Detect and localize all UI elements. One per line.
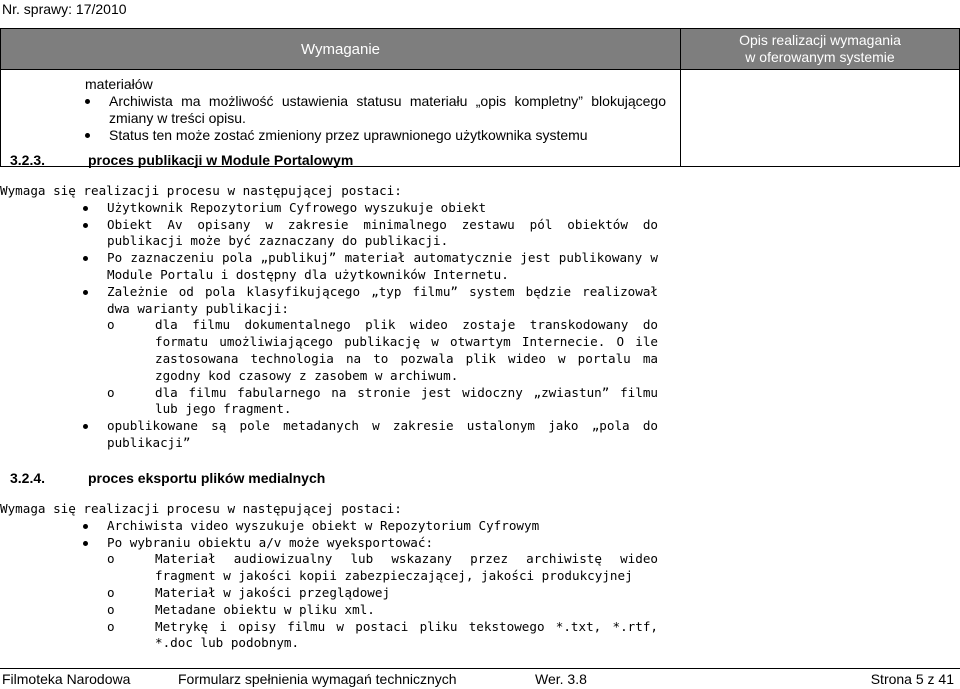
- list-item-text: Po wybraniu obiektu a/v może wyeksportować:: [107, 534, 434, 550]
- table-header-row: [1, 29, 960, 70]
- page-footer: [0, 668, 960, 689]
- sub-list-item: o dla filmu fabularnego na stronie jest widoczny „zwiastun” filmu lub jego fragment.: [155, 385, 658, 419]
- section-number: 3.2.4.: [10, 470, 46, 486]
- list-item: Archiwista video wyszukuje obiekt w Repozytorium Cyfrowym: [107, 518, 658, 535]
- list-item: opublikowane są pole metadanych w zakresie ustalonym jako „pola do publikacji”: [107, 418, 658, 450]
- sub-list-item: o Metadane obiektu w pliku xml.: [155, 602, 658, 619]
- sub-list: [107, 317, 658, 418]
- sub-list-item: o Materiał w jakości przeglądowej: [155, 585, 658, 602]
- bullet-list: [10, 200, 960, 452]
- list-item: Po zaznaczeniu pola „publikuj” materiał automatycznie jest publikowany w Module Portalu i dostępny dla użytkowników Internetu.: [107, 250, 658, 282]
- section-title: proces eksportu plików medialnych: [88, 470, 326, 486]
- column-header-implementation-line1: Opis realizacji wymagania: [739, 32, 901, 48]
- list-item: Archiwista ma możliwość ustawienia statusu materiału „opis kompletny” blokującego zmiany w treści opisu.: [85, 93, 680, 127]
- list-item-text: Zależnie od pola klasyfikującego „typ filmu” system będzie realizował dwa warianty publikacji:: [107, 283, 658, 316]
- document-reference: Nr. sprawy: 17/2010: [2, 1, 127, 17]
- sub-list: [107, 551, 658, 652]
- section-intro: Wymaga się realizacji procesu w następującej postaci:: [0, 183, 402, 198]
- continuation-line: materiałów: [85, 76, 153, 92]
- section-intro: Wymaga się realizacji procesu w następującej postaci:: [0, 501, 402, 516]
- column-header-implementation-line2: w oferowanym systemie: [745, 49, 895, 65]
- footer-version: Wer. 3.8: [535, 671, 587, 687]
- footer-page-number: Strona 5 z 41: [870, 671, 954, 687]
- section-title: proces publikacji w Module Portalowym: [88, 152, 354, 168]
- footer-form-title: Formularz spełnienia wymagań technicznych: [178, 671, 457, 687]
- requirement-text: [1, 70, 680, 150]
- bullet-list: [10, 518, 960, 652]
- column-header-implementation: [681, 29, 960, 70]
- footer-organization: Filmoteka Narodowa: [2, 671, 131, 687]
- sub-list-item: o Metrykę i opisy filmu w postaci pliku tekstowego *.txt, *.rtf, *.doc lub podobnym.: [155, 619, 658, 653]
- sub-list-item: o dla filmu dokumentalnego plik wideo zostaje transkodowany do formatu umożliwiającego publikację w otwartym Internecie. O ile zastosowana technologia na to pozwala plik wideo w portalu ma zgodny kod czasowy z zasobem w archiwum.: [155, 317, 658, 384]
- requirement-list: [1, 93, 680, 144]
- list-item: [107, 284, 658, 418]
- requirements-table: [0, 28, 960, 167]
- section-3-2-4: [0, 470, 960, 652]
- section-3-2-3: [0, 152, 960, 452]
- list-item: Użytkownik Repozytorium Cyfrowego wyszukuje obiekt: [107, 200, 658, 217]
- section-heading: [10, 152, 960, 169]
- list-item: Status ten może zostać zmieniony przez uprawnionego użytkownika systemu: [85, 127, 680, 144]
- list-item: Obiekt Av opisany w zakresie minimalnego zestawu pól obiektów do publikacji może być zaznaczany do publikacji.: [107, 216, 658, 249]
- section-heading: [10, 470, 960, 487]
- column-header-requirement: Wymaganie: [1, 29, 681, 70]
- section-number: 3.2.3.: [10, 152, 46, 168]
- list-item: [107, 535, 658, 653]
- sub-list-item: o Materiał audiowizualny lub wskazany przez archiwistę wideo fragment w jakości kopii zabezpieczającej, jakości produkcyjnej: [155, 551, 658, 585]
